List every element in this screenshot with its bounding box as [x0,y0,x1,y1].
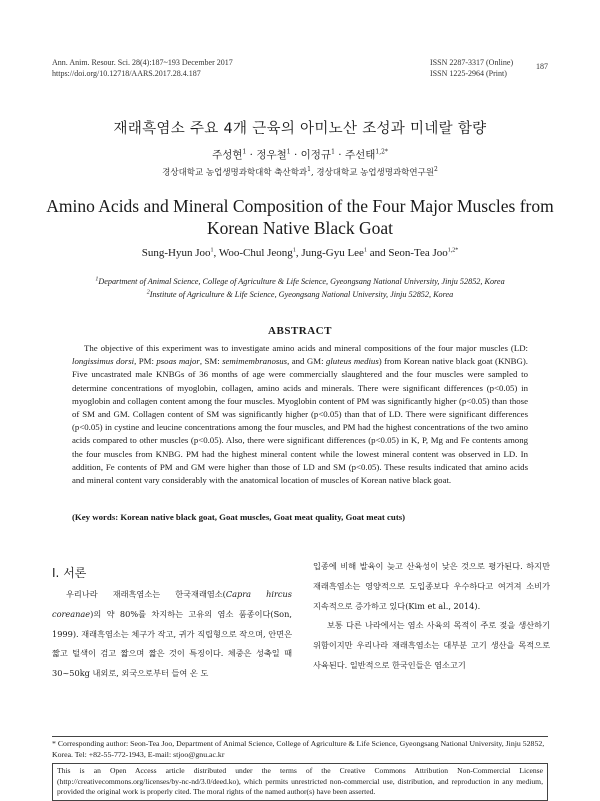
abstract-species: semimembranosus [222,356,288,367]
affiliation-sup: 1 [95,276,99,283]
species-name: Capra hircus coreanae [52,589,292,619]
author-sup: 1 [210,247,214,254]
english-title [40,195,560,239]
author-name: 주성현 [212,149,243,161]
author-sup: 1 [292,247,296,254]
affiliation-text: , 경상대학교 농업생명과학연구원 [310,168,435,178]
abstract-text [72,342,528,487]
author-sup: 1 [331,148,335,156]
abstract-fragment: , and GM: [287,356,326,367]
author-name: 이정규 [300,149,332,161]
author-name: 정우철 [256,149,287,161]
journal-line: Ann. Anim. Resour. Sci. 28(4):187~193 December 2017 [52,58,233,67]
keywords: (Key words: Korean native black goat, Goat muscles, Goat meat quality, Goat meat cuts) [72,512,406,522]
author-separator: and [366,247,389,259]
author-sup: 1 [363,247,367,254]
english-authors [0,247,600,259]
abstract-species: psoas major [156,356,200,367]
author-sup: 1 [242,148,247,156]
english-affiliation [0,290,600,299]
abstract-heading: ABSTRACT [268,325,332,337]
english-affiliation [0,277,600,286]
korean-title: 재래흑염소 주요 4개 근육의 아미노산 조성과 미네랄 함량 [113,121,487,137]
author-name: 주선태 [344,149,376,161]
affiliation-text: Department of Animal Science, College of Agriculture & Life Science, Gyeongsang National University, Jinju 52852, Korea [98,277,505,286]
issn-print: ISSN 1225-2964 (Print) [430,68,507,78]
section-heading [52,564,86,581]
journal-citation [52,58,233,79]
body-left-column [52,585,292,684]
body-right-column [313,557,550,676]
separator: · [338,149,342,161]
affiliation-sup: 1 [307,166,311,174]
abstract-fragment: The objective of this experiment was to investigate amino acids and mineral compositions of the four major muscles (LD: [84,343,528,353]
korean-authors [0,147,600,162]
page-number: 187 [536,62,548,71]
english-title-line: Amino Acids and Mineral Composition of the Four Major Muscles from [46,196,554,216]
author-name: Sung-Hyun Joo [141,247,211,259]
license-box: This is an Open Access article distributed under the terms of the Creative Commons Attribution Non-Commercial License (http://creativecommons.org/licenses/by-nc-nd/3.0/deed.ko), which permits unrestricted non-commercial use, distribution, and reproduction in any medium, provided the original work is properly cited. The moral rights of the named author(s) have been asserted. [52,763,548,801]
abstract-fragment: ) from Korean native black goat (KNBG). Five uncastrated male KNBGs of 36 months of age were commercially slaughtered and the four muscles were sampled to determine concentrations of myoglobin, collagen, amino acids and minerals. There were significant differences (p<0.05) in myoglobin and collagen content among the four muscles. Myoglobin content of PM was significantly higher (p<0.05) than those of SM and GM. Collagen content of SM was significantly higher (p<0.05) than that of LD. There were significant differences (p<0.05) in cystine and leucine concentrations among the four muscles, and PM had the highest concentrations of the two amino acids compared to other muscles (p<0.05). Also, there were significant differences (p<0.05) in K, P, Mg and Fe contents among the four muscles from KNBG. PM had the highest mineral content while the lowest mineral content was observed in LD. In addition, Fe contents of PM and GM were higher than those of LD and SM (p<0.05). These results indicated that amino acids and mineral content vary considerably with the anatomical location of muscles of Korean native black goat. [72,356,528,486]
abstract-species: gluteus medius [325,356,379,367]
body-paragraph: 입종에 비해 발육이 늦고 산육성이 낮은 것으로 평가된다. 하지만 재래흑염소는 영양적으로 도입종보다 우수하다고 여겨져 소비가 지속적으로 증가하고 있다(Kim et al., 2014). [313,561,550,611]
footnote-divider [52,736,548,737]
english-title-line: Korean Native Black Goat [206,218,394,238]
author-name: Seon-Tea Joo [388,247,448,259]
affiliation-sup: 2 [434,166,438,174]
separator: · [249,149,254,161]
author-separator: , [295,247,302,259]
abstract-fragment: , SM: [199,356,223,367]
body-text: )의 약 80%를 차지하는 고유의 염소 품종이다(Son, 1999). 재래흑염소는 체구가 작고, 귀가 직립형으로 작으며, 안면은 짧고 털색이 검고 짧으며 짧은 것이 특징이다. 체중은 성축일 때 30~50kg 내외로, 외국으로부터 들여 온 도 [52,608,292,679]
author-name: Jung-Gyu Lee [301,247,364,259]
author-separator: , [213,247,219,259]
issn-online: ISSN 2287-3317 (Online) [430,58,514,67]
section-title: 서론 [63,566,87,580]
affiliation-sup: 2 [146,289,150,296]
author-sup: 1 [286,148,291,156]
body-paragraph: 보통 다른 나라에서는 염소 사육의 목적이 주로 젖을 생산하기 위함이지만 우리나라 재래흑염소는 대부분 고기 생산을 목적으로 사육된다. 일반적으로 한국인들은 염소고기 [313,620,550,670]
section-number: Ⅰ. [52,566,60,580]
doi-link[interactable]: https://doi.org/10.12718/AARS.2017.28.4.187 [52,68,201,78]
affiliation-text: 경상대학교 농업생명과학대학 축산학과 [162,168,308,178]
author-sup: 1,2* [375,148,388,156]
body-text: 우리나라 재래흑염소는 한국재래염소( [66,589,226,599]
issn-block [430,58,513,79]
abstract-fragment: , PM: [134,356,157,367]
separator: · [293,149,298,161]
corresponding-author-footnote: * Corresponding author: Seon-Tea Joo, Department of Animal Science, College of Agriculture & Life Science, Gyeongsang National University, Jinju 52852, Korea. Tel: +82-55-772-1943, E-mail: stjoo@gnu.ac.kr [52,739,545,759]
korean-affiliation [0,166,600,178]
author-name: Woo-Chul Jeong [218,247,293,259]
abstract-species: longissimus dorsi [72,356,135,367]
affiliation-text: Institute of Agriculture & Life Science, Gyeongsang National University, Jinju 52852, Korea [149,290,454,299]
author-sup: 1,2* [447,247,459,254]
